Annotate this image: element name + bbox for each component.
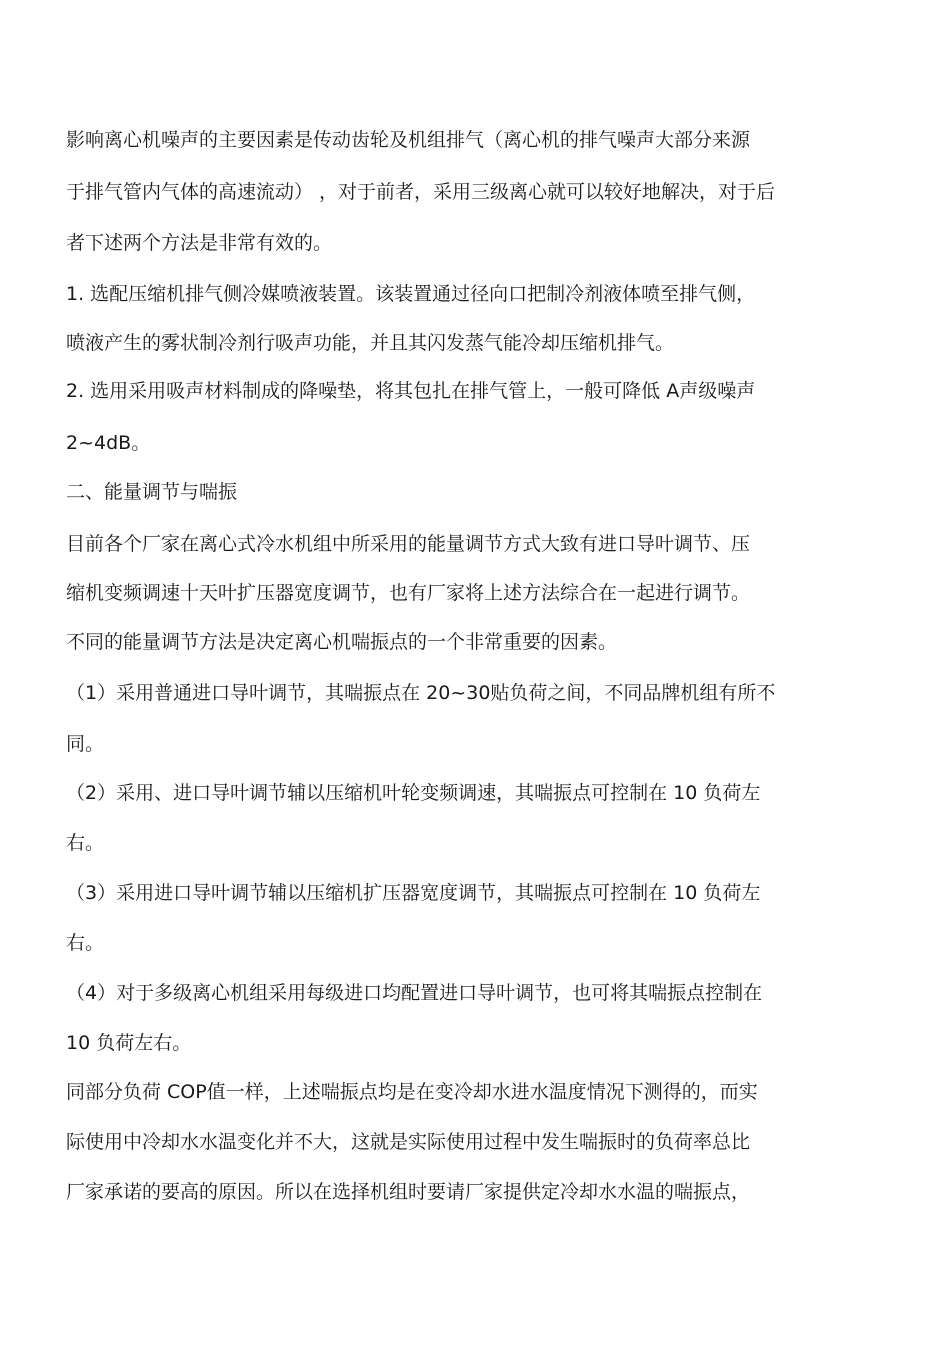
text-line: （1）采用普通进口导叶调节，其喘振点在 20~30贴负荷之间，不同品牌机组有所不: [66, 682, 776, 704]
text-line: 10 负荷左右。: [66, 1032, 192, 1054]
text-line: （3）采用进口导叶调节辅以压缩机扩压器宽度调节，其喘振点可控制在 10 负荷左: [66, 882, 761, 904]
text-line: 缩机变频调速十天叶扩压器宽度调节，也有厂家将上述方法综合在一起进行调节。: [66, 582, 751, 604]
text-line: 右。: [66, 832, 105, 854]
text-line: 影响离心机噪声的主要因素是传动齿轮及机组排气（离心机的排气噪声大部分来源: [66, 129, 751, 151]
text-line: （2）采用、进口导叶调节辅以压缩机叶轮变频调速，其喘振点可控制在 10 负荷左: [66, 782, 761, 804]
text-line: 际使用中冷却水水温变化并不大，这就是实际使用过程中发生喘振时的负荷率总比: [66, 1131, 751, 1153]
text-line: 2. 选用采用吸声材料制成的降噪垫，将其包扎在排气管上，一般可降低 A声级噪声: [66, 380, 756, 402]
text-line: 同。: [66, 733, 105, 755]
text-line: 者下述两个方法是非常有效的。: [66, 232, 333, 254]
text-line: 目前各个厂家在离心式冷水机组中所采用的能量调节方式大致有进口导叶调节、压: [66, 533, 751, 555]
text-line: 2~4dB。: [66, 432, 151, 454]
text-line: 不同的能量调节方法是决定离心机喘振点的一个非常重要的因素。: [66, 631, 618, 653]
text-line: 同部分负荷 COP值一样，上述喘振点均是在变冷却水进水温度情况下测得的，而实: [66, 1081, 758, 1103]
section-heading: 二、能量调节与喘振: [66, 481, 238, 503]
text-line: 右。: [66, 932, 105, 954]
text-line: 于排气管内气体的高速流动） ，对于前者，采用三级离心就可以较好地解决，对于后: [66, 181, 776, 203]
text-line: 喷液产生的雾状制冷剂行吸声功能，并且其闪发蒸气能冷却压缩机排气。: [66, 332, 675, 354]
text-line: （4）对于多级离心机组采用每级进口均配置进口导叶调节，也可将其喘振点控制在: [66, 982, 763, 1004]
text-line: 1. 选配压缩机排气侧冷媒喷液装置。该装置通过径向口把制冷剂液体喷至排气侧，: [66, 283, 756, 305]
text-line: 厂家承诺的要高的原因。所以在选择机组时要请厂家提供定冷却水水温的喘振点，: [66, 1181, 751, 1203]
